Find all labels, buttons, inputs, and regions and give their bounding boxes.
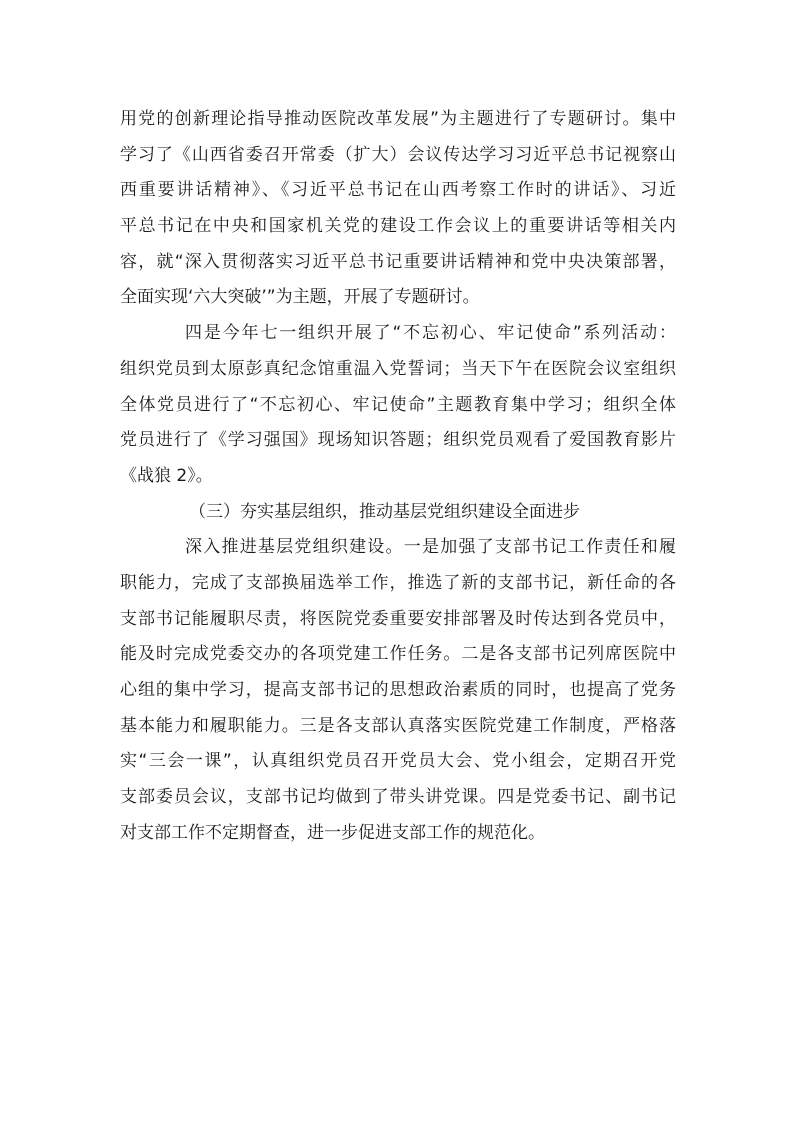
text-line: 职能力，完成了支部换届选举工作，推选了新的支部书记，新任命的各 bbox=[120, 572, 676, 593]
section-heading bbox=[120, 495, 676, 531]
text-line: 《战狼 2》。 bbox=[120, 465, 213, 486]
paragraph-july-activities bbox=[120, 316, 676, 494]
text-line: 用党的创新理论指导推动医院改革发展”为主题进行了专题研讨。集中 bbox=[120, 109, 676, 129]
text-line: 深入推进基层党组织建设。一是加强了支部书记工作责任和履 bbox=[185, 537, 676, 558]
text-line: 党员进行了《学习强国》现场知识答题；组织党员观看了爱国教育影片 bbox=[120, 430, 676, 451]
text-line: 学习了《山西省委召开常委（扩大）会议传达学习习近平总书记视察山 bbox=[120, 144, 676, 165]
text-line: 四是今年七一组织开展了“不忘初心、牢记使命”系列活动： bbox=[185, 323, 676, 344]
text-line: 基本能力和履职能力。三是各支部认真落实医院党建工作制度，严格落 bbox=[120, 715, 676, 736]
text-line: 支部书记能履职尽责，将医院党委重要安排部署及时传达到各党员中， bbox=[120, 608, 676, 629]
text-line: 对支部工作不定期督查，进一步促进支部工作的规范化。 bbox=[120, 822, 545, 843]
text-line: 容，就“深入贯彻落实习近平总书记重要讲话精神和党中央决策部署， bbox=[120, 251, 676, 272]
text-line: 支部委员会议，支部书记均做到了带头讲党课。四是党委书记、副书记 bbox=[120, 787, 676, 808]
document-body bbox=[120, 102, 676, 851]
section-heading-text: （三）夯实基层组织，推动基层党组织建设全面进步 bbox=[189, 501, 580, 522]
text-line: 平总书记在中央和国家机关党的建设工作会议上的重要讲话等相关内 bbox=[120, 216, 676, 237]
paragraph-grassroots-organization bbox=[120, 530, 676, 851]
text-line: 心组的集中学习，提高支部书记的思想政治素质的同时，也提高了党务 bbox=[120, 680, 676, 700]
text-line: 组织党员到太原彭真纪念馆重温入党誓词；当天下午在医院会议室组织 bbox=[120, 358, 676, 379]
text-line: 全面实现‘六大突破’”为主题，开展了专题研讨。 bbox=[120, 287, 480, 308]
text-line: 能及时完成党委交办的各项党建工作任务。二是各支部书记列席医院中 bbox=[120, 644, 676, 665]
paragraph-theme-study bbox=[120, 102, 676, 316]
text-line: 全体党员进行了“不忘初心、牢记使命”主题教育集中学习；组织全体 bbox=[120, 394, 676, 415]
text-line: 西重要讲话精神》、《习近平总书记在山西考察工作时的讲话》、习近 bbox=[120, 180, 676, 201]
text-line: 实“三会一课”，认真组织党员召开党员大会、党小组会，定期召开党 bbox=[120, 751, 676, 772]
